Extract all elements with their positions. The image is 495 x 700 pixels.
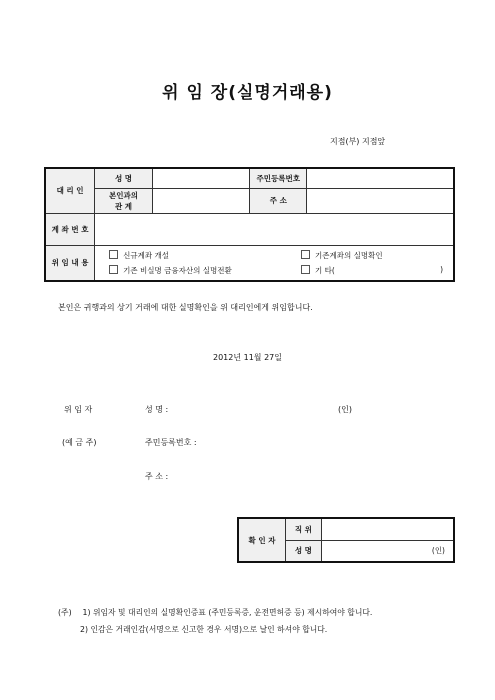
option-existing-account[interactable] <box>301 250 449 261</box>
confirmer-label: 확 인 자 <box>238 518 286 562</box>
option-conversion[interactable] <box>109 265 232 276</box>
relation-field[interactable] <box>152 188 250 213</box>
confirmer-name-label: 성 명 <box>286 540 322 562</box>
confirmer-table <box>237 517 455 563</box>
position-label: 직 위 <box>286 518 322 540</box>
note-line-1 <box>58 604 372 621</box>
agent-address-field[interactable] <box>307 188 454 213</box>
branch-line: 지점(부) 지점앞 <box>330 137 386 146</box>
position-field[interactable] <box>321 518 454 540</box>
agent-name-field[interactable] <box>152 168 250 188</box>
option-other[interactable] <box>301 265 449 276</box>
principal-id-label: 주민등록번호 : <box>145 438 197 447</box>
agent-info-table <box>44 167 455 282</box>
agent-label: 대 리 인 <box>45 168 95 213</box>
relation-label-line-2: 관 계 <box>114 201 133 211</box>
address-label: 주 소 <box>250 188 307 213</box>
consent-statement: 본인은 귀행과의 상기 거래에 대한 실명확인을 위 대리인에게 위임합니다. <box>58 303 313 312</box>
mandate-row-1 <box>95 248 453 263</box>
document-date: 2012년 11월 27일 <box>213 353 282 362</box>
relation-label <box>95 188 153 213</box>
note-item: 1) 위임자 및 대리인의 실명확인증표 (주민등록증, 운전면허증 등) 제시하여야 합니다. <box>82 608 373 617</box>
confirmer-seal: (인) <box>431 546 445 556</box>
account-number-field[interactable] <box>95 213 454 245</box>
principal-label: 위 임 자 <box>64 405 93 414</box>
option-existing-account-label: 기존계좌의 실명확인 <box>315 250 383 260</box>
name-label: 성 명 <box>95 168 153 188</box>
option-conversion-label: 기존 비실명 금융자산의 실명전환 <box>123 265 232 275</box>
id-number-label: 주민등록번호 <box>250 168 307 188</box>
principal-name-label: 성 명 : <box>145 405 169 414</box>
checkbox-icon[interactable] <box>301 265 310 274</box>
principal-seal: (인) <box>338 405 352 414</box>
document-title: 위 임 장(실명거래용) <box>162 83 333 103</box>
checkbox-icon[interactable] <box>109 265 118 274</box>
mandate-row-2 <box>95 263 453 278</box>
confirmer-name-field[interactable] <box>321 540 454 562</box>
mandate-label: 위 임 내 용 <box>45 245 95 281</box>
depositor-label: (예 금 주) <box>62 438 97 447</box>
notes-prefix: (주) <box>58 608 72 617</box>
principal-address-label: 주 소 : <box>145 472 169 481</box>
checkbox-icon[interactable] <box>109 250 118 259</box>
note-item: 2) 인감은 거래인감(서명으로 신고한 경우 서명)으로 날인 하셔야 합니다. <box>80 625 328 634</box>
agent-id-field[interactable] <box>307 168 454 188</box>
account-number-label: 계 좌 번 호 <box>45 213 95 245</box>
option-other-close: ) <box>440 264 443 274</box>
option-new-account[interactable] <box>109 250 169 261</box>
note-line-2 <box>58 621 372 638</box>
mandate-options <box>95 245 454 281</box>
relation-label-line-1: 본인과의 <box>109 190 138 200</box>
notes-section <box>58 604 372 638</box>
checkbox-icon[interactable] <box>301 250 310 259</box>
option-other-label: 기 타( <box>315 265 335 275</box>
option-new-account-label: 신규계좌 개설 <box>123 250 169 260</box>
